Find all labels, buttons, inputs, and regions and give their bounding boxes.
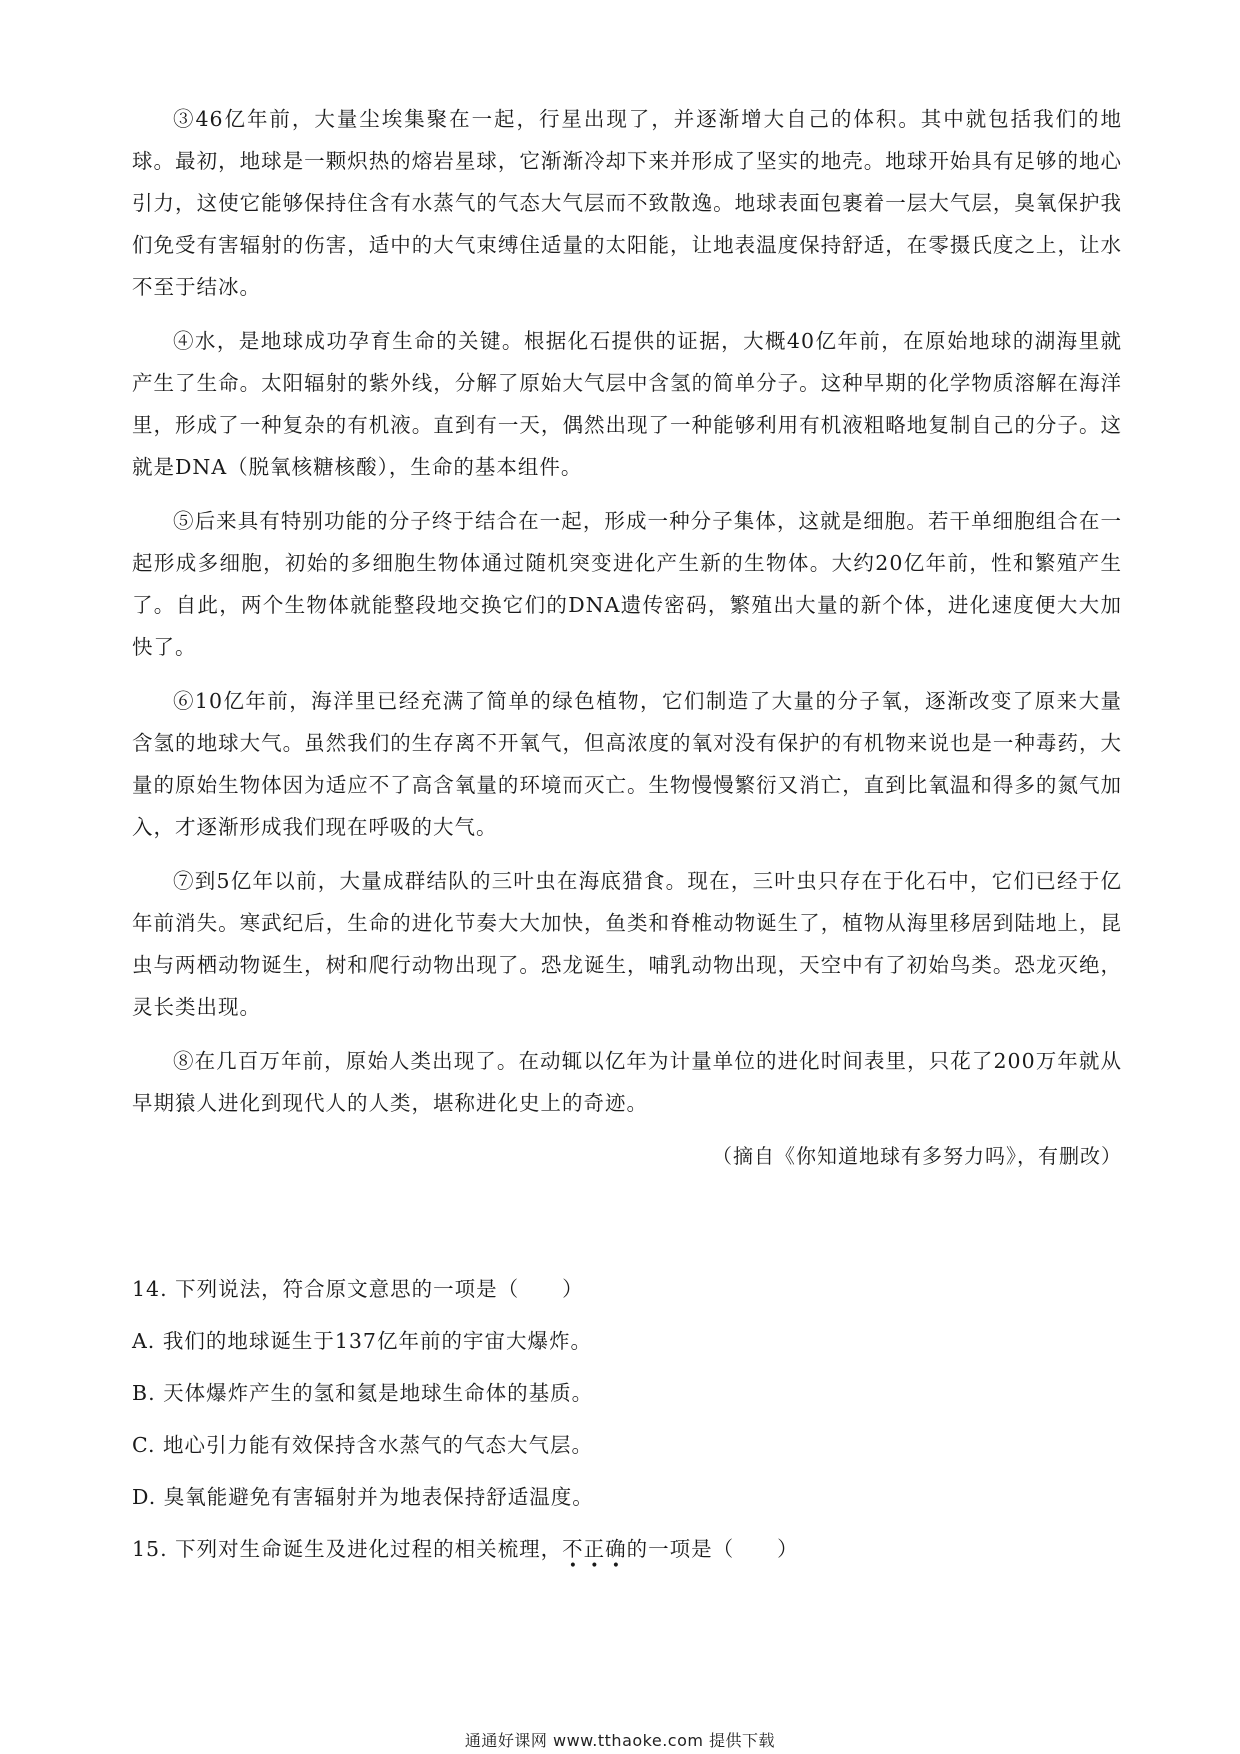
question-14-stem: 14. 下列说法，符合原文意思的一项是（ ） (132, 1277, 584, 1301)
question-15-stem (132, 1528, 1122, 1574)
question-15-emphasis-text: 不正确 (562, 1537, 627, 1561)
paragraph-3: ③46亿年前，大量尘埃集聚在一起，行星出现了，并逐渐增大自己的体积。其中就包括我们的地球。最初，地球是一颗炽热的熔岩星球，它渐渐冷却下来并形成了坚实的地壳。地球开始具有足够的地心引力，这使它能够保持住含有水蒸气的气态大气层而不致散逸。地球表面包裹着一层大气层，臭氧保护我们免受有害辐射的伤害，适中的大气束缚住适量的太阳能，让地表温度保持舒适，在零摄氏度之上，让水不至于结冰。 (132, 107, 1122, 299)
question-15-emphasis (562, 1537, 627, 1574)
paragraph-4: ④水，是地球成功孕育生命的关键。根据化石提供的证据，大概40亿年前，在原始地球的湖海里就产生了生命。太阳辐射的紫外线，分解了原始大气层中含氢的简单分子。这种早期的化学物质溶解在海洋里，形成了一种复杂的有机液。直到有一天，偶然出现了一种能够利用有机液粗略地复制自己的分子。这就是DNA（脱氧核糖核酸），生命的基本组件。 (132, 329, 1122, 479)
paragraph-6: ⑥10亿年前，海洋里已经充满了简单的绿色植物，它们制造了大量的分子氧，逐渐改变了原来大量含氢的地球大气。虽然我们的生存离不开氧气，但高浓度的氧对没有保护的有机物来说也是一种毒药，大量的原始生物体因为适应不了高含氧量的环境而灭亡。生物慢慢繁衍又消亡，直到比氧温和得多的氮气加入，才逐渐形成我们现在呼吸的大气。 (132, 689, 1122, 839)
passage-source: （摘自《你知道地球有多努力吗》，有删改） (712, 1144, 1122, 1168)
reading-passage (132, 98, 1122, 1180)
paragraph-8: ⑧在几百万年前，原始人类出现了。在动辄以亿年为计量单位的进化时间表里，只花了200万年就从早期猿人进化到现代人的人类，堪称进化史上的奇迹。 (132, 1049, 1122, 1115)
question-15-stem-after: 的一项是（ ） (626, 1537, 799, 1561)
paragraph-7: ⑦到5亿年以前，大量成群结队的三叶虫在海底猎食。现在，三叶虫只存在于化石中，它们已经于亿年前消失。寒武纪后，生命的进化节奏大大加快，鱼类和脊椎动物诞生了，植物从海里移居到陆地上，昆虫与两栖动物诞生，树和爬行动物出现了。恐龙诞生，哺乳动物出现，天空中有了初始鸟类。恐龙灭绝，灵长类出现。 (132, 869, 1122, 1019)
question-section (132, 1268, 1122, 1580)
question-14-option-b: B. 天体爆炸产生的氢和氦是地球生命体的基质。 (132, 1381, 594, 1405)
page-footer: 通通好课网 www.tthaoke.com 提供下载 (464, 1731, 776, 1750)
question-14-option-a: A. 我们的地球诞生于137亿年前的宇宙大爆炸。 (132, 1329, 592, 1353)
question-15-stem-before: 15. 下列对生命诞生及进化过程的相关梳理， (132, 1537, 563, 1561)
emphasis-dots: • • • (568, 1558, 620, 1574)
question-14-option-c: C. 地心引力能有效保持含水蒸气的气态大气层。 (132, 1433, 593, 1457)
question-14-option-d: D. 臭氧能避免有害辐射并为地表保持舒适温度。 (132, 1485, 594, 1509)
paragraph-5: ⑤后来具有特别功能的分子终于结合在一起，形成一种分子集体，这就是细胞。若干单细胞组合在一起形成多细胞，初始的多细胞生物体通过随机突变进化产生新的生物体。大约20亿年前，性和繁殖产生了。自此，两个生物体就能整段地交换它们的DNA遗传密码，繁殖出大量的新个体，进化速度便大大加快了。 (132, 509, 1122, 659)
